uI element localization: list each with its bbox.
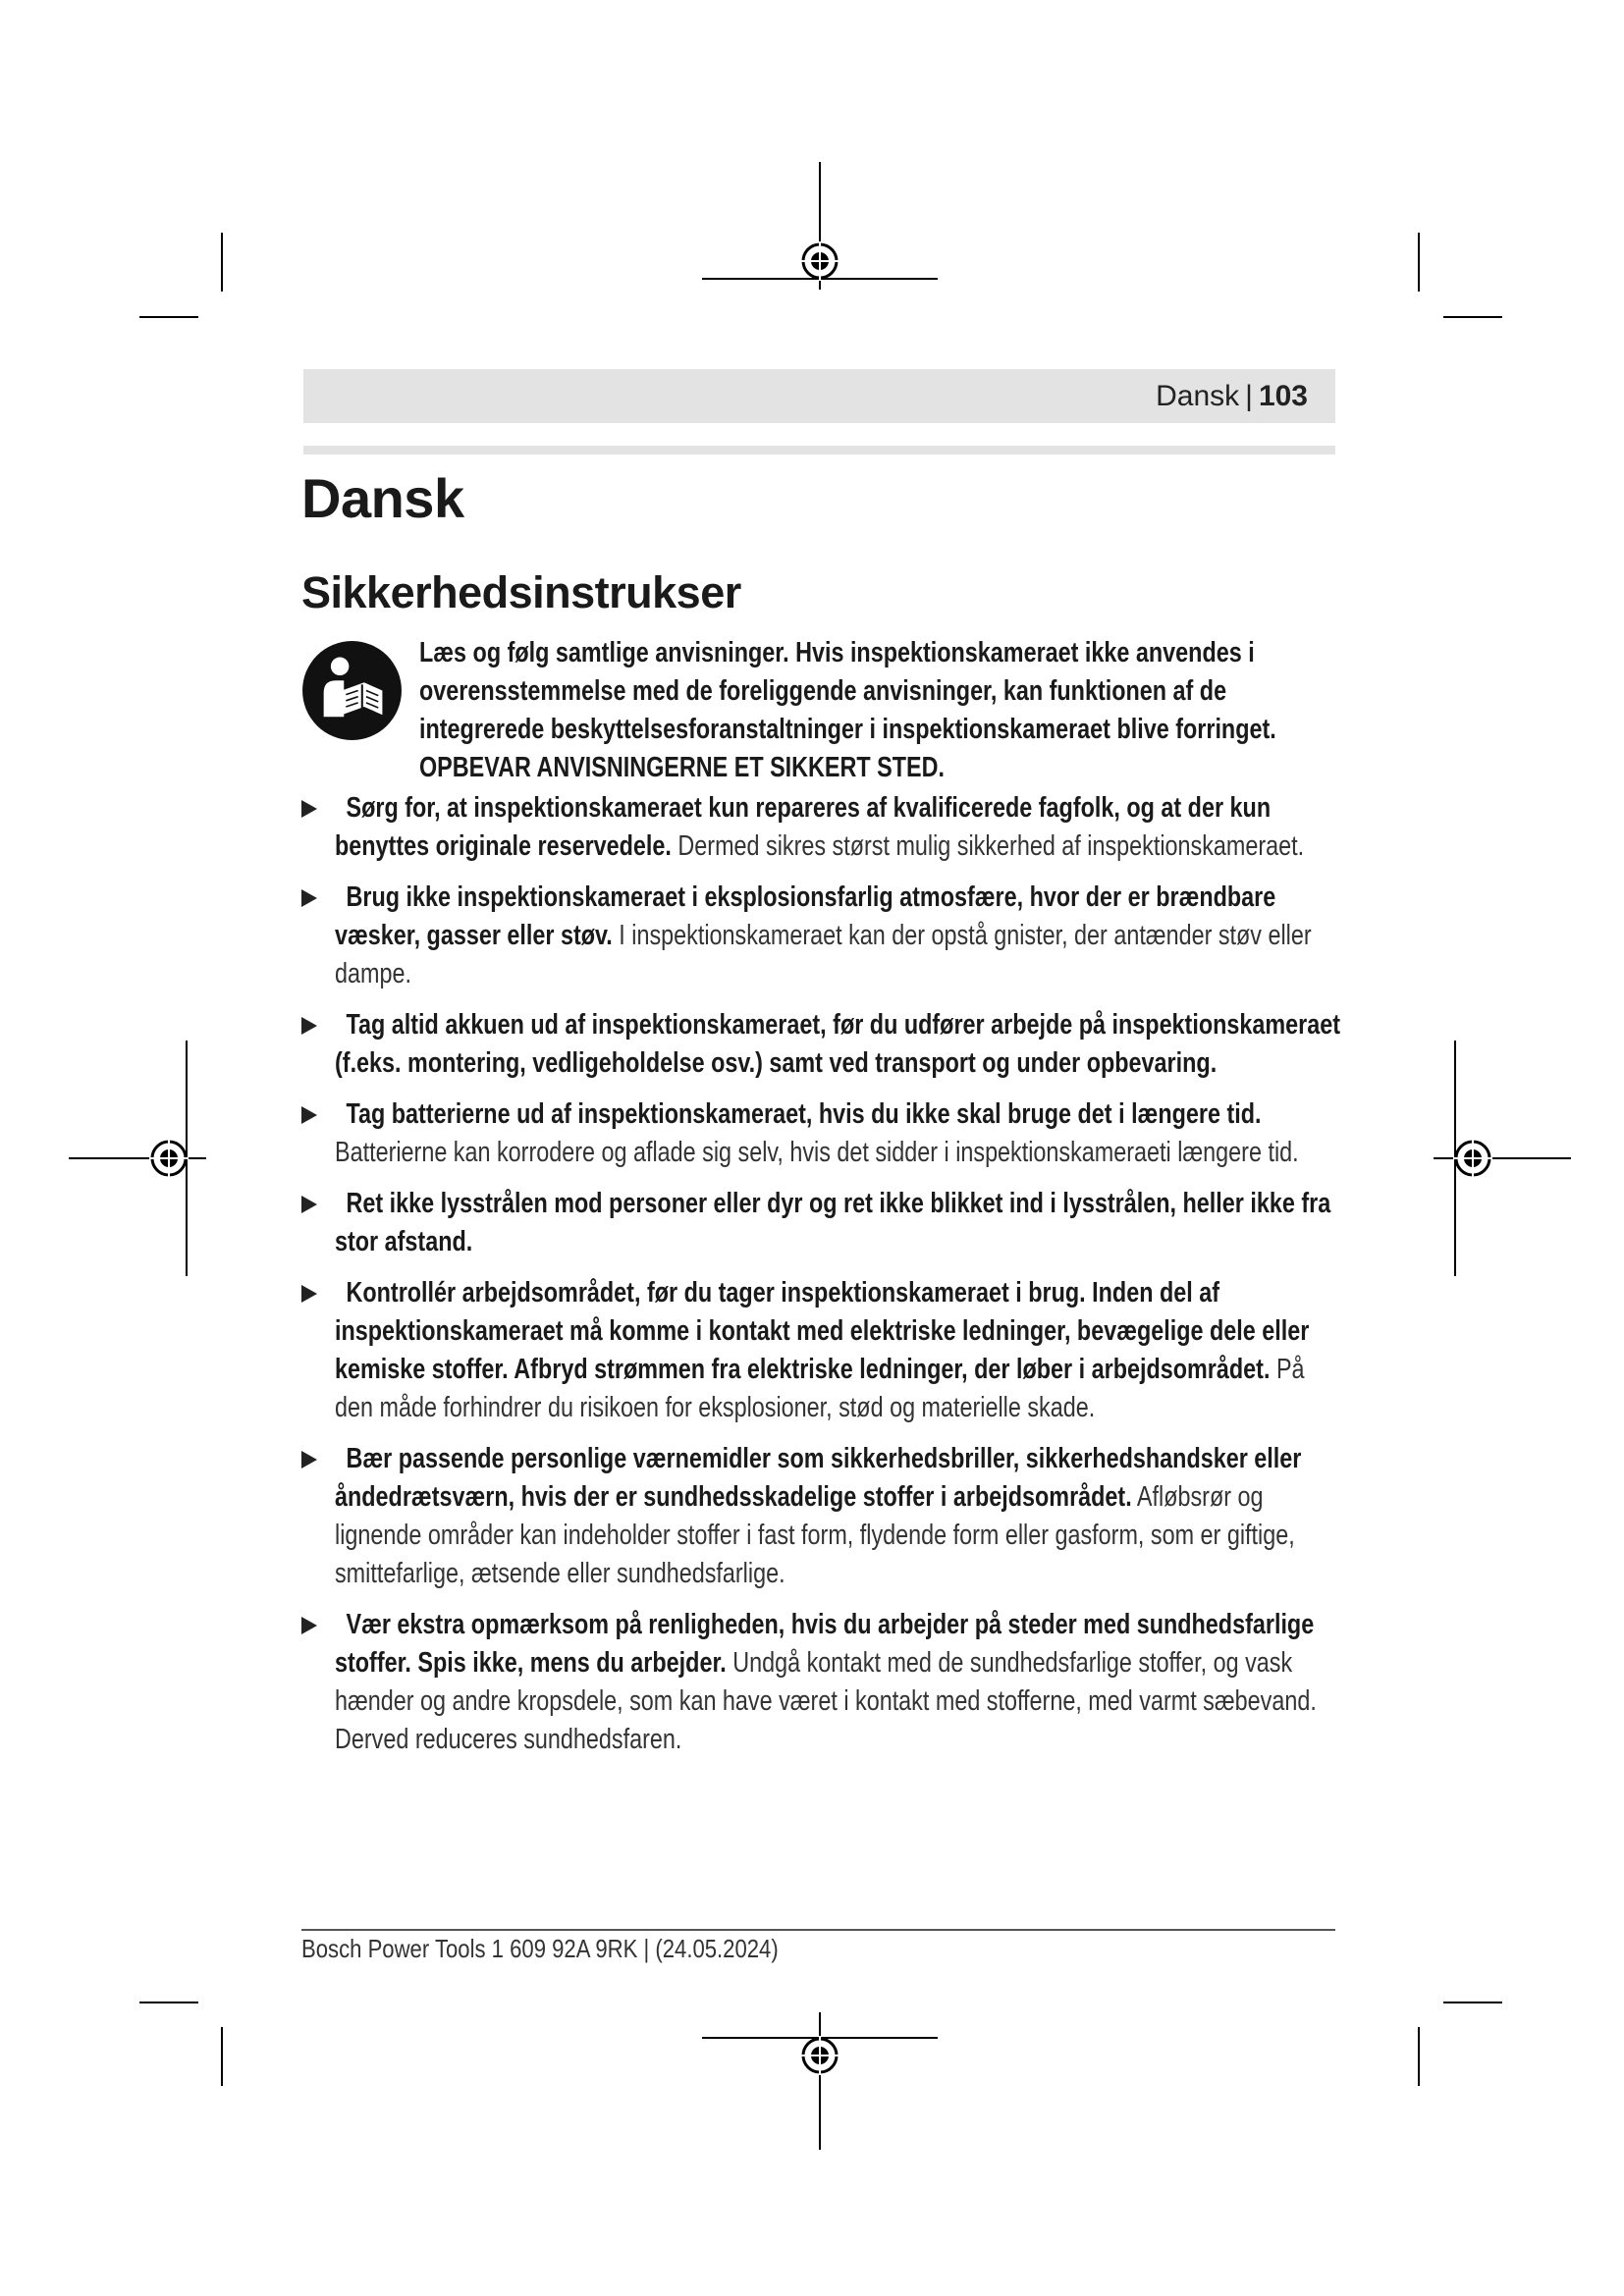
bullet-arrow-icon <box>301 889 317 907</box>
registration-mark-bottom-icon <box>702 2012 938 2150</box>
footer-text: Bosch Power Tools 1 609 92A 9RK | (24.05.2024) <box>301 1934 779 1963</box>
registration-mark-left-icon <box>69 1041 206 1276</box>
list-item <box>301 1440 1342 1593</box>
item-normal-text: I inspektionskameraet kan der opstå gnister, der antænder støv eller dampe. <box>335 920 1312 989</box>
item-normal-text: På den måde forhindrer du risikoen for eksplosioner, stød og materielle skade. <box>335 1354 1305 1423</box>
list-item <box>301 1606 1342 1759</box>
crop-mark-bottom-right-h <box>1443 2002 1502 2003</box>
bullet-arrow-icon <box>301 1451 317 1468</box>
bullet-arrow-icon <box>301 1196 317 1213</box>
registration-mark-right-icon <box>1434 1041 1571 1276</box>
section-title: Sikkerhedsinstrukser <box>301 567 741 617</box>
bullet-arrow-icon <box>301 1106 317 1124</box>
item-bold-text: Brug ikke inspektionskameraet i eksplosionsfarlig atmosfære, hvor der er brændbare væsker, gasser eller støv. <box>335 881 1276 951</box>
crop-mark-top-left-v <box>221 233 223 292</box>
list-item <box>301 789 1342 866</box>
header-divider <box>303 446 1335 454</box>
item-bold-text: Tag altid akkuen ud af inspektionskameraet, før du udfører arbejde på inspektionskameraet (f.eks. montering, vedligeholdelse osv.) samt ved transport og under opbevaring. <box>335 1009 1341 1079</box>
crop-mark-bottom-left-h <box>139 2002 198 2003</box>
crop-mark-top-right-h <box>1443 316 1502 318</box>
item-bold-text: Tag batterierne ud af inspektionskameraet, hvis du ikke skal bruge det i længere tid. <box>346 1098 1262 1130</box>
list-item <box>301 1095 1342 1172</box>
item-normal-text: Undgå kontakt med de sundhedsfarlige stoffer, og vask hænder og andre kropsdele, som kan have været i kontakt med stofferne, med varmt sæbevand. Derved reduceres sundhedsfaren. <box>335 1647 1317 1755</box>
item-bold-text: Ret ikke lysstrålen mod personer eller dyr og ret ikke blikket ind i lysstrålen, heller ikke fra stor afstand. <box>335 1188 1331 1257</box>
item-normal-text: Batterierne kan korrodere og aflade sig selv, hvis det sidder i inspektionskameraeti længere tid. <box>335 1137 1299 1168</box>
header-separator: | <box>1245 379 1253 412</box>
item-bold-text: Bær passende personlige værnemidler som sikkerhedsbriller, sikkerhedshandsker eller åndedrætsværn, hvis der er sundhedsskadelige stoffer i arbejdsområdet. <box>335 1443 1302 1513</box>
bullet-arrow-icon <box>301 1285 317 1303</box>
crop-mark-bottom-left-v <box>221 2027 223 2086</box>
item-bold-text: Kontrollér arbejdsområdet, før du tager inspektionskameraet i brug. Inden del af inspektionskameraet må komme i kontakt med elektriske ledninger, bevægelige dele eller kemiske stoffer. Afbryd strømmen fra elektriske ledninger, der løber i arbejdsområdet. <box>335 1277 1310 1385</box>
page-title: Dansk <box>301 467 464 529</box>
item-bold-text: Sørg for, at inspektionskameraet kun repareres af kvalificerede fagfolk, og at der kun benyttes originale reservedele. <box>335 792 1272 862</box>
crop-mark-top-right-v <box>1418 233 1420 292</box>
footer-divider <box>301 1929 1335 1931</box>
item-bold-text: Vær ekstra opmærksom på renligheden, hvis du arbejder på steder med sundhedsfarlige stoffer. Spis ikke, mens du arbejder. <box>335 1609 1315 1679</box>
item-normal-text: Afløbsrør og lignende områder kan indeholder stoffer i fast form, flydende form eller gasform, som er giftige, smittefarlige, ætsende eller sundhedsfarlige. <box>335 1481 1295 1589</box>
item-normal-text: Dermed sikres størst mulig sikkerhed af inspektionskameraet. <box>677 830 1305 862</box>
page-header <box>303 369 1335 423</box>
bullet-arrow-icon <box>301 1017 317 1035</box>
list-item <box>301 1274 1342 1427</box>
list-item <box>301 1185 1342 1261</box>
read-manual-icon <box>301 640 403 741</box>
list-item <box>301 879 1342 993</box>
intro-text: Læs og følg samtlige anvisninger. Hvis inspektionskameraet ikke anvendes i overensstemmelse med de foreliggende anvisninger, kan funktionen af de integrerede beskyttelsesforanstaltninger i inspektionskameraet blive forringet. OPBEVAR ANVISNINGERNE ET SIKKERT STED. <box>419 637 1276 783</box>
crop-mark-bottom-right-v <box>1418 2027 1420 2086</box>
crop-mark-top-left-h <box>139 316 198 318</box>
page-number: 103 <box>1258 379 1308 412</box>
safety-list <box>301 789 1342 1772</box>
bullet-arrow-icon <box>301 800 317 818</box>
registration-mark-top-icon <box>702 162 938 290</box>
bullet-arrow-icon <box>301 1617 317 1634</box>
list-item <box>301 1006 1342 1083</box>
header-language: Dansk <box>1156 379 1240 412</box>
